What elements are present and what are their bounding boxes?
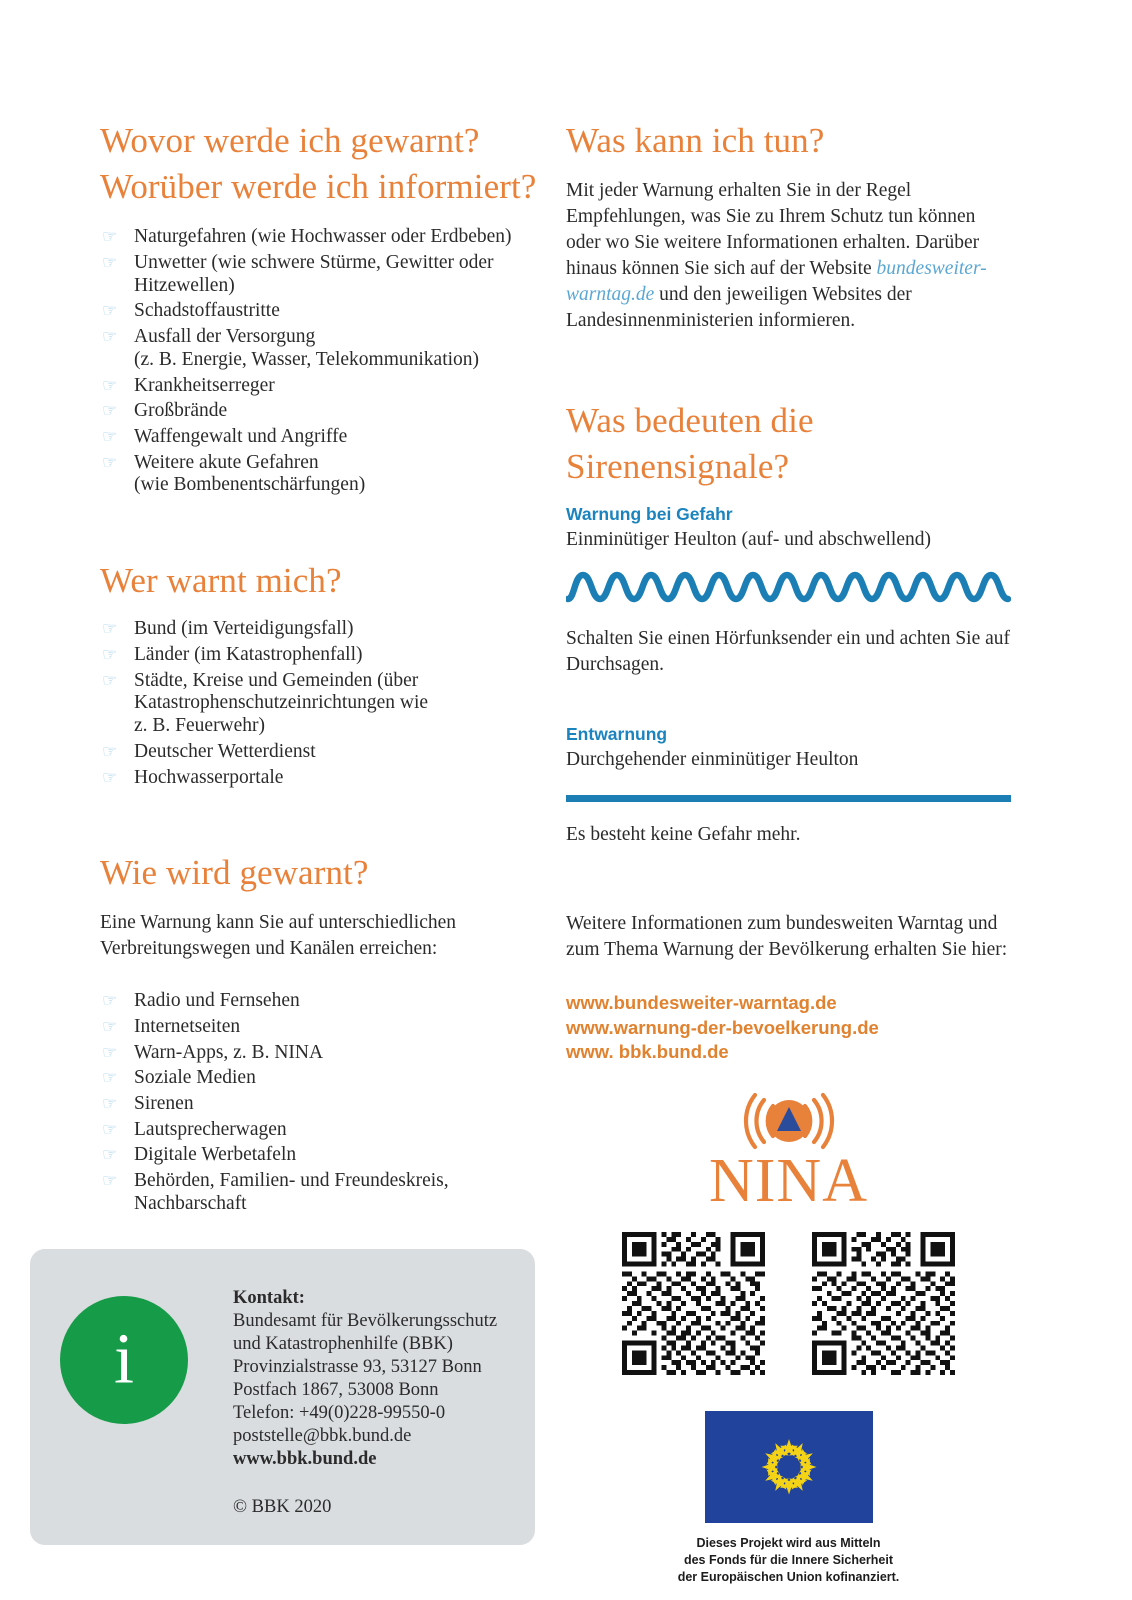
list-item: [100, 741, 545, 764]
contact-box: [30, 1249, 535, 1545]
what-can-i-do-paragraph: [566, 178, 1011, 334]
list-item: [100, 1119, 545, 1142]
hand-bullet-icon: ☞: [102, 645, 118, 664]
hand-bullet-icon: ☞: [102, 1171, 118, 1191]
list-item-label: Städte, Kreise und Gemeinden (über: [134, 669, 419, 691]
info-icon: [60, 1296, 188, 1424]
contact-title: Kontakt:: [233, 1288, 305, 1308]
contact-line: Bundesamt für Bevölkerungsschutz: [233, 1311, 498, 1332]
hand-bullet-icon: ☞: [102, 1145, 118, 1165]
hand-bullet-icon: ☞: [102, 227, 118, 247]
spacer: [566, 684, 1011, 724]
hand-bullet-icon: ☞: [102, 670, 118, 690]
list-item-label: Soziale Medien: [134, 1067, 256, 1089]
siren-wave-graphic: [566, 567, 1011, 612]
list-item: [100, 1144, 545, 1167]
list-item-label: Radio und Fernsehen: [134, 990, 300, 1012]
hand-bullet-icon: ☞: [102, 375, 118, 395]
hand-bullet-icon: ☞: [102, 1068, 118, 1088]
list-item-label: Warn-Apps, z. B. NINA: [134, 1041, 324, 1063]
contact-line: Postfach 1867, 53008 Bonn: [233, 1380, 439, 1401]
list-item-sub2: z. B. Feuerwehr): [134, 715, 266, 737]
contact-website[interactable]: www.bbk.bund.de: [233, 1449, 377, 1470]
nina-siren-icon: [733, 1090, 845, 1152]
list-item: [100, 1042, 545, 1065]
spacer: [100, 968, 545, 990]
contact-email[interactable]: poststelle@bbk.bund.de: [233, 1426, 412, 1447]
list-item: [100, 644, 545, 667]
list-item: [100, 252, 545, 297]
list-item-label: Länder (im Katastrophenfall): [134, 644, 363, 665]
heading-warnings: Wovor werde ich gewarnt? Worüber werde ich informiert?: [100, 121, 537, 207]
qr-code-left: [622, 1232, 765, 1375]
url-bundesweiter-warntag[interactable]: www.bundesweiter-warntag.de: [566, 992, 837, 1014]
copyright-notice: © BBK 2020: [233, 1497, 332, 1517]
list-item-label: Ausfall der Versorgung: [134, 326, 316, 348]
list-item: [100, 400, 545, 423]
nina-wordmark: NINA: [709, 1147, 868, 1215]
list-item-sub: Hitzewellen): [134, 274, 235, 296]
list-item-label: Naturgefahren (wie Hochwasser oder Erdbeben): [134, 226, 512, 248]
list-item-label: Lautsprecherwagen: [134, 1118, 287, 1140]
list-item: [100, 426, 545, 449]
list-item: [100, 375, 545, 398]
list-item: [100, 452, 545, 497]
hand-bullet-icon: ☞: [102, 401, 118, 421]
right-column: [566, 118, 1011, 1585]
list-item: [100, 1016, 545, 1039]
list-item: [100, 990, 545, 1013]
qr-code-right: [812, 1232, 955, 1375]
hand-bullet-icon: ☞: [102, 301, 118, 321]
contact-line: und Katastrophenhilfe (BBK): [233, 1334, 453, 1355]
eu-funding-block: [566, 1411, 1011, 1585]
list-item-sub: (z. B. Energie, Wasser, Telekommunikation): [134, 348, 480, 370]
spacer: [566, 969, 1011, 991]
list-item: [100, 326, 545, 371]
hand-bullet-icon: ☞: [102, 767, 118, 787]
spacer: [100, 792, 545, 850]
list-item: [100, 1067, 545, 1090]
spacer: [566, 340, 1011, 398]
more-info-url-list: [566, 991, 1011, 1064]
spacer: [566, 853, 1011, 911]
eu-funding-caption: [566, 1535, 1011, 1585]
contact-details: [233, 1287, 533, 1471]
list-item-label: Sirenen: [134, 1093, 194, 1115]
all-clear-action-text: Es besteht keine Gefahr mehr.: [566, 823, 801, 845]
eu-flag: [705, 1411, 873, 1523]
heading-siren-signals: Was bedeuten die Sirenensignale?: [566, 400, 814, 486]
list-warning-channels: [100, 990, 545, 1215]
hand-bullet-icon: ☞: [102, 327, 118, 347]
spacer: [100, 500, 545, 558]
heading-how-warned: Wie wird gewarnt?: [100, 853, 369, 893]
list-item-label: Internetseiten: [134, 1015, 241, 1037]
heading-who-warns: Wer warnt mich?: [100, 561, 342, 601]
list-item-sub: Nachbarschaft: [134, 1192, 247, 1214]
hand-bullet-icon: ☞: [102, 619, 118, 639]
hand-bullet-icon: ☞: [102, 1119, 118, 1139]
subhead-warning-danger: Warnung bei Gefahr: [566, 504, 733, 525]
list-item-label: Weitere akute Gefahren: [134, 451, 319, 473]
qr-code-row: [566, 1232, 1011, 1375]
hand-bullet-icon: ☞: [102, 452, 118, 472]
list-item-label: Waffengewalt und Angriffe: [134, 426, 348, 447]
list-item: [100, 1093, 545, 1116]
list-warning-authorities: [100, 618, 545, 789]
hand-bullet-icon: ☞: [102, 1042, 118, 1062]
list-item: [100, 618, 545, 641]
list-item-sub: Katastrophenschutzeinrichtungen wie: [134, 692, 429, 714]
list-item-label: Unwetter (wie schwere Stürme, Gewitter oder: [134, 252, 494, 274]
eu-caption-line-2: des Fonds für die Innere Sicherheit: [683, 1552, 894, 1567]
list-item: [100, 670, 545, 738]
nina-logo: [566, 1090, 1011, 1215]
list-item-label: Behörden, Familien- und Freundeskreis,: [134, 1170, 449, 1192]
heading-what-can-i-do: Was kann ich tun?: [566, 121, 825, 160]
list-item-label: Digitale Werbetafeln: [134, 1144, 297, 1166]
how-warned-intro: Eine Warnung kann Sie auf unterschiedlichen Verbreitungswegen und Kanälen erreichen:: [100, 912, 456, 960]
list-item: [100, 767, 545, 790]
hand-bullet-icon: ☞: [102, 991, 118, 1011]
list-item-label: Krankheitserreger: [134, 374, 275, 396]
hand-bullet-icon: ☞: [102, 1094, 118, 1114]
eu-caption-line-3: der Europäischen Union kofinanziert.: [677, 1569, 900, 1584]
paragraph-text-part-2: und den jeweiligen Websites der Landesinnenministerien informieren.: [566, 283, 912, 331]
eu-caption-line-1: Dieses Projekt wird aus Mitteln: [696, 1536, 881, 1551]
all-clear-description: Durchgehender einminütiger Heulton: [566, 748, 859, 770]
list-item-label: Schadstoffaustritte: [134, 300, 280, 322]
left-column: [100, 118, 545, 1219]
url-warnung-der-bevoelkerung[interactable]: www.warnung-der-bevoelkerung.de: [566, 1016, 879, 1038]
list-item-label: Hochwasserportale: [134, 766, 284, 788]
list-item-sub: (wie Bombenentschärfungen): [134, 474, 366, 496]
list-item: [100, 1170, 545, 1215]
list-item: [100, 300, 545, 323]
warning-description: Einminütiger Heulton (auf- und abschwellend): [566, 528, 931, 550]
list-item-label: Deutscher Wetterdienst: [134, 740, 316, 762]
warntag-link[interactable]: bundesweiter-warntag.de: [566, 257, 987, 305]
contact-line: Telefon: +49(0)228-99550-0: [233, 1403, 446, 1424]
paragraph-text-part-1: Mit jeder Warnung erhalten Sie in der Regel Empfehlungen, was Sie zu Ihrem Schutz tun können oder wo Sie weitere Informationen erhalten. Darüber hinaus können Sie sich auf der Website: [566, 180, 980, 279]
info-icon-letter: i: [113, 1318, 134, 1399]
url-bbk-bund[interactable]: www. bbk.bund.de: [566, 1040, 729, 1062]
more-info-paragraph: Weitere Informationen zum bundesweiten Warntag und zum Thema Warnung der Bevölkerung erhalten Sie hier:: [566, 913, 1008, 961]
hand-bullet-icon: ☞: [102, 253, 118, 273]
list-warning-topics: [100, 226, 545, 497]
warning-action-text: Schalten Sie einen Hörfunksender ein und achten Sie auf Durchsagen.: [566, 627, 1011, 675]
list-item-label: Großbrände: [134, 400, 228, 422]
all-clear-tone-graphic: [566, 795, 1011, 802]
subhead-all-clear: Entwarnung: [566, 723, 668, 744]
contact-line: Provinzialstrasse 93, 53127 Bonn: [233, 1357, 482, 1378]
hand-bullet-icon: ☞: [102, 427, 118, 446]
hand-bullet-icon: ☞: [102, 741, 118, 761]
list-item: [100, 226, 545, 249]
hand-bullet-icon: ☞: [102, 1016, 118, 1036]
list-item-label: Bund (im Verteidigungsfall): [134, 618, 354, 640]
